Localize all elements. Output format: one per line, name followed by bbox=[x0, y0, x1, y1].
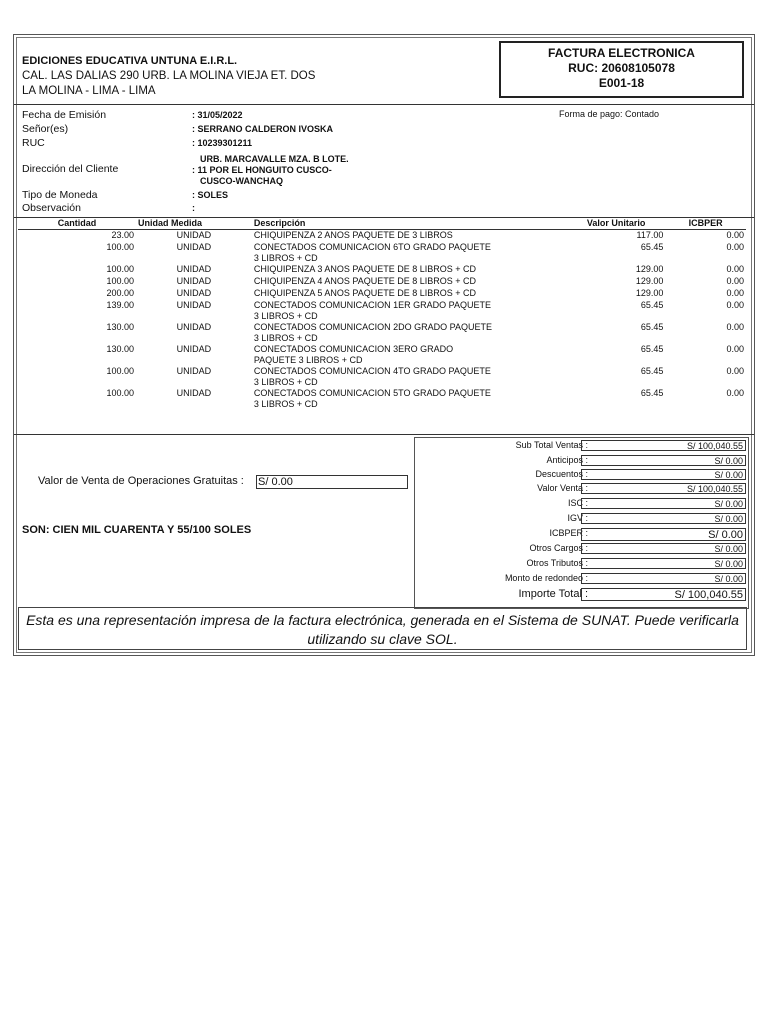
cell-descripcion bbox=[252, 264, 502, 276]
cell-cantidad: 200.00 bbox=[106, 288, 134, 298]
summary-value: S/ 0.00 bbox=[581, 498, 746, 509]
cell-valor-unitario: 65.45 bbox=[640, 344, 664, 354]
table-row bbox=[18, 388, 746, 410]
summary-value: S/ 0.00 bbox=[581, 573, 746, 584]
cell-valor-unitario: 65.45 bbox=[640, 322, 664, 332]
summary-value: S/ 0.00 bbox=[581, 558, 746, 569]
client-info bbox=[22, 109, 582, 215]
cell-icbper: 0.00 bbox=[726, 288, 744, 298]
fecha-value: : 31/05/2022 bbox=[192, 110, 243, 120]
cell-cantidad: 100.00 bbox=[106, 242, 134, 252]
invoice-page bbox=[13, 34, 755, 656]
direccion-line-2: : 11 POR EL HONGUITO CUSCO- bbox=[192, 165, 332, 175]
cell-valor-unitario: 65.45 bbox=[640, 388, 664, 398]
cell-icbper: 0.00 bbox=[726, 366, 744, 376]
ruc-value: : 10239301211 bbox=[192, 138, 253, 148]
cell-icbper: 0.00 bbox=[726, 322, 744, 332]
description-line-1: CONECTADOS COMUNICACION 1ER GRADO PAQUETE bbox=[253, 300, 492, 310]
cell-cantidad: 100.00 bbox=[106, 276, 134, 286]
cell-valor-unitario: 65.45 bbox=[640, 300, 664, 310]
cell-unidad: UNIDAD bbox=[176, 300, 212, 310]
summary-label: Otros Cargos : bbox=[529, 543, 588, 553]
cell-icbper: 0.00 bbox=[726, 276, 744, 286]
company-address-line-2: LA MOLINA - LIMA - LIMA bbox=[22, 85, 156, 97]
table-row bbox=[18, 276, 746, 288]
summary-value: S/ 0.00 bbox=[581, 469, 746, 480]
cell-cantidad: 100.00 bbox=[106, 366, 134, 376]
table-row bbox=[18, 322, 746, 344]
summary-row bbox=[415, 440, 748, 454]
cell-cantidad: 100.00 bbox=[106, 264, 134, 274]
summary-label: Otros Tributos : bbox=[526, 558, 588, 568]
summary-label: ICBPER : bbox=[549, 528, 588, 538]
cell-unidad: UNIDAD bbox=[176, 242, 212, 252]
summary-label: Monto de redondeo : bbox=[504, 573, 588, 583]
col-descripcion: Descripción bbox=[252, 217, 502, 230]
summary-row bbox=[415, 528, 748, 542]
summary-value: S/ 100,040.55 bbox=[581, 440, 746, 451]
description-line-1: CHIQUIPENZA 3 ANOS PAQUETE DE 8 LIBROS + CD bbox=[253, 264, 476, 274]
cell-descripcion bbox=[252, 366, 502, 388]
cell-descripcion bbox=[252, 300, 502, 322]
invoice-number: E001-18 bbox=[598, 76, 645, 90]
summary-label: Descuentos : bbox=[535, 469, 588, 479]
cell-icbper: 0.00 bbox=[726, 230, 744, 240]
description-line-2: 3 LIBROS + CD bbox=[253, 311, 318, 321]
company-name: EDICIONES EDUCATIVA UNTUNA E.I.R.L. bbox=[22, 55, 238, 67]
col-icbper: ICBPER bbox=[665, 217, 746, 230]
amount-in-words: SON: CIEN MIL CUARENTA Y 55/100 SOLES bbox=[22, 524, 252, 536]
cell-valor-unitario: 129.00 bbox=[635, 264, 664, 274]
invoice-title: FACTURA ELECTRONICA bbox=[548, 46, 695, 60]
cell-cantidad: 23.00 bbox=[111, 230, 134, 240]
summary-row bbox=[415, 469, 748, 483]
description-line-2: PAQUETE 3 LIBROS + CD bbox=[253, 355, 363, 365]
table-row bbox=[18, 300, 746, 322]
summary-row bbox=[415, 483, 748, 497]
cell-cantidad: 100.00 bbox=[106, 388, 134, 398]
table-row bbox=[18, 344, 746, 366]
cell-unidad: UNIDAD bbox=[176, 344, 212, 354]
moneda-label: Tipo de Moneda bbox=[22, 189, 98, 201]
payment-method: Forma de pago: Contado bbox=[559, 109, 660, 119]
cell-valor-unitario: 65.45 bbox=[640, 242, 664, 252]
summary-value: S/ 0.00 bbox=[581, 528, 746, 541]
table-row bbox=[18, 242, 746, 264]
summary-label: ISC : bbox=[567, 498, 588, 508]
cell-valor-unitario: 129.00 bbox=[635, 276, 664, 286]
description-line-1: CHIQUIPENZA 5 ANOS PAQUETE DE 8 LIBROS + CD bbox=[253, 288, 476, 298]
senor-value: : SERRANO CALDERON IVOSKA bbox=[192, 124, 334, 134]
summary-row bbox=[415, 543, 748, 557]
cell-descripcion bbox=[252, 230, 502, 243]
table-row bbox=[18, 288, 746, 300]
table-row bbox=[18, 366, 746, 388]
table-bottom-rule bbox=[14, 434, 754, 435]
summary-value: S/ 100,040.55 bbox=[581, 588, 746, 601]
description-line-1: CONECTADOS COMUNICACION 5TO GRADO PAQUETE bbox=[253, 388, 491, 398]
description-line-1: CHIQUIPENZA 4 ANOS PAQUETE DE 8 LIBROS + CD bbox=[253, 276, 476, 286]
description-line-1: CHIQUIPENZA 2 ANOS PAQUETE DE 3 LIBROS bbox=[253, 230, 453, 240]
cell-valor-unitario: 129.00 bbox=[635, 288, 664, 298]
direccion-line-3: CUSCO-WANCHAQ bbox=[200, 176, 283, 186]
summary-row bbox=[415, 558, 748, 572]
gratuitas-label: Valor de Venta de Operaciones Gratuitas : bbox=[38, 475, 244, 487]
col-valor-unitario: Valor Unitario bbox=[502, 217, 665, 230]
cell-icbper: 0.00 bbox=[726, 264, 744, 274]
summary-label: Importe Total : bbox=[518, 588, 588, 600]
invoice-header-box bbox=[499, 41, 744, 98]
summary-row bbox=[415, 588, 748, 602]
col-cantidad: Cantidad bbox=[18, 217, 136, 230]
cell-unidad: UNIDAD bbox=[176, 366, 212, 376]
invoice-ruc: RUC: 20608105078 bbox=[568, 61, 675, 75]
cell-icbper: 0.00 bbox=[726, 242, 744, 252]
cell-icbper: 0.00 bbox=[726, 300, 744, 310]
summary-box bbox=[414, 437, 749, 609]
cell-icbper: 0.00 bbox=[726, 388, 744, 398]
moneda-value: : SOLES bbox=[192, 190, 229, 200]
summary-value: S/ 100,040.55 bbox=[581, 483, 746, 494]
cell-cantidad: 130.00 bbox=[106, 344, 134, 354]
direccion-label: Dirección del Cliente bbox=[22, 163, 119, 175]
cell-descripcion bbox=[252, 344, 502, 366]
summary-row bbox=[415, 498, 748, 512]
summary-value: S/ 0.00 bbox=[581, 543, 746, 554]
observacion-value: : bbox=[192, 203, 195, 213]
senor-label: Señor(es) bbox=[22, 123, 69, 135]
cell-cantidad: 139.00 bbox=[106, 300, 134, 310]
cell-unidad: UNIDAD bbox=[176, 288, 212, 298]
cell-descripcion bbox=[252, 388, 502, 410]
description-line-2: 3 LIBROS + CD bbox=[253, 377, 318, 387]
description-line-1: CONECTADOS COMUNICACION 4TO GRADO PAQUETE bbox=[253, 366, 491, 376]
company-address-line-1: CAL. LAS DALIAS 290 URB. LA MOLINA VIEJA ET. DOS bbox=[22, 70, 316, 82]
observacion-label: Observación bbox=[22, 202, 81, 214]
sunat-footer-note: Esta es una representación impresa de la factura electrónica, generada en el Sistema de SUNAT. Puede verificarla utilizando su clave SOL. bbox=[18, 607, 747, 650]
items-table bbox=[18, 217, 746, 410]
gratuitas-value: S/ 0.00 bbox=[256, 475, 408, 489]
description-line-1: CONECTADOS COMUNICACION 2DO GRADO PAQUETE bbox=[253, 322, 493, 332]
summary-label: Sub Total Ventas : bbox=[515, 440, 588, 450]
summary-row bbox=[415, 455, 748, 469]
cell-descripcion bbox=[252, 322, 502, 344]
summary-label: Anticipos : bbox=[546, 455, 588, 465]
summary-value: S/ 0.00 bbox=[581, 513, 746, 524]
description-line-2: 3 LIBROS + CD bbox=[253, 399, 318, 409]
cell-descripcion bbox=[252, 242, 502, 264]
direccion-line-1: URB. MARCAVALLE MZA. B LOTE. bbox=[200, 154, 349, 164]
summary-label: IGV : bbox=[567, 513, 588, 523]
description-line-2: 3 LIBROS + CD bbox=[253, 253, 318, 263]
table-row bbox=[18, 264, 746, 276]
table-row bbox=[18, 230, 746, 243]
cell-unidad: UNIDAD bbox=[176, 388, 212, 398]
description-line-2: 3 LIBROS + CD bbox=[253, 333, 318, 343]
ruc-label: RUC bbox=[22, 137, 45, 149]
summary-row bbox=[415, 573, 748, 587]
description-line-1: CONECTADOS COMUNICACION 3ERO GRADO bbox=[253, 344, 454, 354]
summary-label: Valor Venta : bbox=[537, 483, 588, 493]
header-divider bbox=[14, 104, 754, 105]
cell-unidad: UNIDAD bbox=[176, 322, 212, 332]
col-unidad: Unidad Medida bbox=[136, 217, 252, 230]
summary-value: S/ 0.00 bbox=[581, 455, 746, 466]
cell-descripcion bbox=[252, 276, 502, 288]
company-info bbox=[22, 54, 315, 99]
cell-unidad: UNIDAD bbox=[176, 230, 212, 240]
cell-unidad: UNIDAD bbox=[176, 276, 212, 286]
cell-unidad: UNIDAD bbox=[176, 264, 212, 274]
cell-valor-unitario: 65.45 bbox=[640, 366, 664, 376]
table-header-row bbox=[18, 217, 746, 230]
cell-icbper: 0.00 bbox=[726, 344, 744, 354]
cell-valor-unitario: 117.00 bbox=[636, 230, 664, 240]
description-line-1: CONECTADOS COMUNICACION 6TO GRADO PAQUETE bbox=[253, 242, 491, 252]
cell-cantidad: 130.00 bbox=[106, 322, 134, 332]
cell-descripcion bbox=[252, 288, 502, 300]
summary-row bbox=[415, 513, 748, 527]
fecha-label: Fecha de Emisión bbox=[22, 109, 107, 121]
